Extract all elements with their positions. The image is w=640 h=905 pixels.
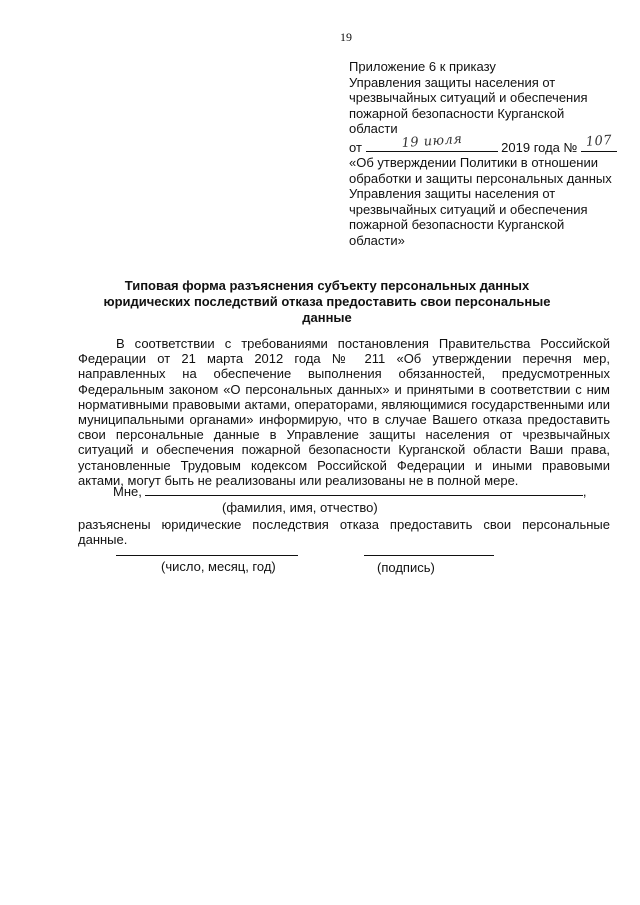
name-line <box>113 483 586 499</box>
appendix-line: Управления защиты населения от <box>349 74 556 90</box>
name-blank-field[interactable] <box>145 483 583 496</box>
name-line-comma: , <box>582 484 587 499</box>
appendix-line: «Об утверждении Политики в отношении <box>349 155 598 170</box>
appendix-line: пожарной безопасности Курганской <box>349 105 565 121</box>
appendix-header <box>349 59 619 248</box>
appendix-line: области» <box>349 232 405 248</box>
handwritten-number: 107 <box>585 133 613 150</box>
date-blank-field[interactable] <box>116 555 298 556</box>
fio-caption: (фамилия, имя, отчество) <box>222 500 378 515</box>
body-paragraph-block <box>78 336 610 488</box>
handwritten-date-field <box>366 131 498 152</box>
appendix-line: области <box>349 121 398 136</box>
form-title: Типовая форма разъяснения субъекту персональных данных юридических последствий отказа предоставить свои персональные данные <box>103 278 551 325</box>
handwritten-date: 19 июля <box>400 131 463 152</box>
signature-blank-field[interactable] <box>364 555 494 556</box>
signature-caption: (подпись) <box>377 560 435 575</box>
appendix-line: Приложение 6 к приказу <box>349 59 496 74</box>
date-prefix: от <box>349 139 362 155</box>
appendix-line: чрезвычайных ситуаций и обеспечения <box>349 201 588 217</box>
appendix-line: чрезвычайных ситуаций и обеспечения <box>349 90 588 105</box>
date-year: 2019 года № <box>501 139 578 155</box>
mne-label: Мне, <box>113 484 142 499</box>
body-paragraph: В соответствии с требованиями постановления Правительства Российской Федерации от 21 марта 2012 года № 211 «Об утверждении перечня мер, направленных на обеспечение выполнения обязанностей, предусмотренных Федеральным законом «О персональных данных» и принятыми в соответствии с ним нормативными правовыми актами, операторами, являющимися государственными или муниципальными органами» информирую, что в случае Вашего отказа предоставить свои персональные данные в Управление защиты населения от чрезвычайных ситуаций и обеспечения пожарной безопасности Курганской области Ваши права, установленные Трудовым кодексом Российской Федерации и иными правовыми актами, могут быть не реализованы или реализованы не в полной мере. <box>78 336 610 488</box>
appendix-line: пожарной безопасности Курганской <box>349 217 565 232</box>
explained-text: разъяснены юридические последствия отказа предоставить свои персональные данные. <box>78 517 610 548</box>
handwritten-number-field <box>581 133 617 152</box>
page-number: 19 <box>340 30 352 44</box>
order-date-line <box>349 131 619 156</box>
date-caption: (число, месяц, год) <box>161 559 276 574</box>
appendix-line: обработки и защиты персональных данных <box>349 170 612 186</box>
appendix-line: Управления защиты населения от <box>349 186 556 201</box>
